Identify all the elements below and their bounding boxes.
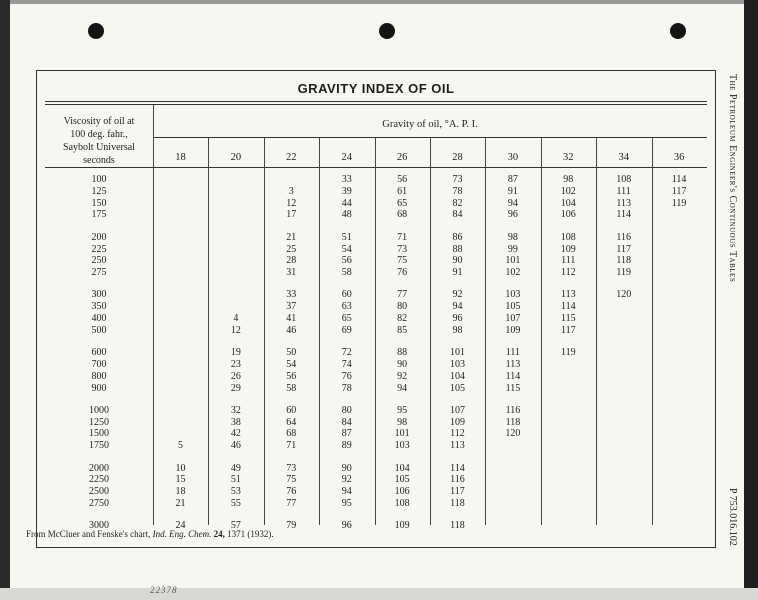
index-cell: 46 [286,324,297,336]
index-cell: 92 [452,289,463,301]
index-cell: 111 [561,255,576,267]
index-cell: 102 [505,267,521,279]
index-cell: 119 [560,347,576,359]
index-cell: 117 [671,185,687,197]
index-cell: 108 [394,497,410,509]
index-cell: 116 [505,404,521,416]
source-footnote [26,529,274,539]
index-cell: 56 [341,255,352,267]
title-rule-bottom [45,104,707,105]
index-cell: 95 [341,497,352,509]
index-cell: 73 [397,243,408,255]
viscosity-cell: 2250 [89,474,109,486]
index-cell: 96 [507,209,518,221]
viscosity-cell: 900 [91,382,107,394]
viscosity-cell: 100 [91,174,107,185]
punch-hole-icon [670,23,686,39]
index-cell: 58 [341,267,352,279]
column-header: 20 [230,152,242,163]
index-cell: 55 [230,497,241,509]
row-header-line: 100 deg. fahr., [70,129,128,140]
index-cell: 31 [286,267,297,279]
index-cell: 23 [230,358,241,370]
index-cell: 108 [560,231,576,243]
index-cell: 96 [452,313,463,324]
index-cell: 78 [452,185,463,197]
index-cell: 94 [452,301,463,313]
index-cell: 78 [341,382,352,394]
viscosity-cell: 275 [91,267,107,279]
index-cell: 53 [230,486,241,498]
index-cell: 74 [341,358,352,370]
index-cell: 119 [616,267,631,279]
index-cell: 116 [450,474,465,486]
index-cell: 103 [394,440,410,452]
page-title: GRAVITY INDEX OF OIL [297,81,455,96]
index-cell: 91 [452,267,463,279]
index-cell: 92 [341,474,352,486]
viscosity-cell: 2000 [89,462,109,474]
viscosity-cell: 1250 [89,416,109,428]
column-header: 28 [452,152,463,163]
index-cell: 42 [230,428,241,440]
index-cell: 94 [507,197,518,209]
column-group-header: Gravity of oil, °A. P. I. [382,119,478,130]
viscosity-cell: 350 [91,301,107,313]
index-cell: 113 [616,197,631,209]
footnote-volume: 24, [211,529,225,539]
column-header: 32 [563,152,574,163]
index-cell: 75 [286,474,297,486]
index-cell: 76 [341,370,352,382]
column-header: 18 [175,152,186,163]
index-cell: 105 [450,382,465,394]
index-cell: 114 [560,301,576,313]
index-cell: 103 [450,358,465,370]
index-cell: 109 [394,520,410,532]
index-cell: 117 [450,486,465,498]
index-cell: 25 [286,243,297,255]
index-cell: 69 [341,324,352,336]
table-body [45,71,707,547]
index-cell: 112 [450,428,465,440]
viscosity-cell: 2500 [89,486,109,498]
index-cell: 38 [230,416,241,428]
index-cell: 114 [616,209,631,221]
row-header-line: Saybolt Universal [63,142,135,153]
index-cell: 117 [616,243,631,255]
row-header [45,115,153,167]
index-cell: 107 [505,313,521,324]
punch-hole-icon [379,23,395,39]
index-cell: 4 [233,313,239,324]
index-cell: 54 [286,358,297,370]
index-cell: 98 [563,174,574,185]
index-cell: 107 [450,404,465,416]
page-code: P 753.016.102 [727,488,738,546]
index-cell: 114 [505,370,521,382]
index-cell: 5 [178,440,183,452]
index-cell: 94 [341,486,352,498]
series-title: The Petroleum Engineer's Continuous Tables [727,74,738,283]
index-cell: 50 [286,347,297,359]
column-header: 26 [396,152,408,163]
index-cell: 19 [230,347,241,359]
index-cell: 95 [397,404,408,416]
index-cell: 89 [341,440,352,452]
index-cell: 98 [507,231,518,243]
index-cell: 71 [397,231,408,243]
index-cell: 76 [397,267,408,279]
index-cell: 73 [286,462,297,474]
index-cell: 29 [230,382,241,394]
index-cell: 99 [507,243,518,255]
viscosity-cell: 800 [91,370,107,382]
index-cell: 109 [450,416,465,428]
index-cell: 119 [671,197,687,209]
index-cell: 56 [286,370,297,382]
index-cell: 113 [505,358,521,370]
index-cell: 105 [505,301,521,313]
index-cell: 18 [175,486,186,498]
index-cell: 120 [505,428,521,440]
index-cell: 68 [397,209,408,221]
index-cell: 87 [507,174,518,185]
header-bottom-rule [45,167,707,168]
index-cell: 76 [286,486,297,498]
index-cell: 21 [286,231,297,243]
index-cell: 80 [341,404,352,416]
viscosity-cell: 400 [91,313,107,324]
index-cell: 118 [450,497,465,509]
index-cell: 33 [286,289,297,301]
viscosity-cell: 1000 [89,404,109,416]
index-cell: 21 [175,497,186,509]
index-cell: 72 [341,347,352,359]
index-cell: 115 [505,382,521,394]
index-cell: 88 [397,347,408,359]
index-cell: 113 [560,289,576,301]
viscosity-cell: 500 [91,324,107,336]
index-cell: 12 [286,197,297,209]
index-cell: 73 [452,174,463,185]
viscosity-cell: 150 [91,197,107,209]
index-cell: 120 [616,289,632,301]
index-cell: 118 [616,255,631,267]
index-cell: 24 [175,520,186,532]
index-cell: 90 [452,255,463,267]
index-cell: 87 [341,428,352,440]
index-cell: 56 [397,174,408,185]
index-cell: 98 [452,324,463,336]
index-cell: 60 [341,289,352,301]
index-cell: 113 [450,440,465,452]
viscosity-cell: 700 [91,358,107,370]
index-cell: 46 [230,440,241,452]
viscosity-cell: 225 [91,243,107,255]
viscosity-cell: 1750 [89,440,109,452]
row-header-line: seconds [83,155,115,166]
index-cell: 104 [560,197,576,209]
column-header: 34 [618,152,629,163]
index-cell: 82 [452,197,463,209]
index-cell: 80 [397,301,408,313]
index-cell: 12 [230,324,241,336]
binder-edge-right [744,0,758,600]
index-cell: 115 [560,313,576,324]
index-cell: 98 [397,416,408,428]
row-header-line: Viscosity of oil at [63,116,135,127]
index-cell: 37 [286,301,297,313]
archive-stamp: 22378 [150,585,178,595]
index-cell: 106 [560,209,576,221]
index-cell: 61 [397,185,408,197]
index-cell: 90 [341,462,352,474]
index-cell: 88 [452,243,463,255]
index-cell: 32 [230,404,241,416]
index-cell: 104 [450,370,465,382]
index-cell: 103 [505,289,521,301]
index-cell: 91 [507,185,518,197]
column-header: 22 [286,152,297,163]
index-cell: 106 [394,486,410,498]
index-cell: 111 [616,185,631,197]
index-cell: 65 [341,313,352,324]
index-cell: 3 [288,185,294,197]
index-cell: 101 [394,428,410,440]
index-cell: 114 [671,174,687,185]
index-cell: 65 [397,197,408,209]
index-cell: 79 [286,520,297,532]
footnote-journal: Ind. Eng. Chem. [152,529,212,539]
index-cell: 118 [505,416,521,428]
title-rule-top [45,101,707,102]
index-cell: 111 [505,347,521,359]
viscosity-cell: 200 [91,231,107,243]
footnote-citation: 1371 (1932). [224,529,274,539]
index-cell: 108 [616,174,632,185]
index-cell: 112 [560,267,576,279]
index-cell: 101 [505,255,521,267]
viscosity-cell: 125 [91,185,107,197]
index-cell: 114 [450,462,465,474]
index-cell: 84 [341,416,352,428]
viscosity-cell: 300 [91,289,107,301]
index-cell: 51 [341,231,352,243]
index-cell: 49 [230,462,241,474]
index-cell: 90 [397,358,408,370]
index-cell: 48 [341,209,352,221]
index-cell: 102 [560,185,576,197]
index-cell: 68 [286,428,297,440]
table-frame [36,70,716,548]
index-cell: 101 [450,347,465,359]
index-cell: 85 [397,324,408,336]
index-cell: 77 [286,497,297,509]
footnote-text: From McCluer and Fenske's chart, [26,529,153,539]
index-cell: 51 [230,474,241,486]
index-cell: 44 [341,197,352,209]
index-cell: 26 [230,370,241,382]
index-cell: 116 [616,231,631,243]
index-cell: 54 [341,243,352,255]
viscosity-cell: 175 [91,209,107,221]
index-cell: 84 [452,209,463,221]
index-cell: 57 [230,520,241,532]
index-cell: 82 [397,313,408,324]
index-cell: 33 [341,174,352,185]
viscosity-cell: 250 [91,255,107,267]
binder-edge-left [0,0,10,600]
page-edge-bottom [0,588,758,600]
column-header: 36 [673,152,685,163]
index-cell: 109 [505,324,521,336]
index-cell: 104 [394,462,410,474]
index-cell: 105 [394,474,410,486]
index-cell: 71 [286,440,297,452]
punch-hole-icon [88,23,104,39]
column-header: 30 [507,152,519,163]
index-cell: 96 [341,520,352,532]
viscosity-cell: 2750 [89,497,109,509]
index-cell: 41 [286,313,297,324]
index-cell: 63 [341,301,352,313]
viscosity-cell: 1500 [89,428,109,440]
index-cell: 109 [560,243,576,255]
index-cell: 118 [450,520,465,532]
index-cell: 64 [286,416,297,428]
index-cell: 117 [560,324,576,336]
index-cell: 10 [175,462,186,474]
index-cell: 39 [341,185,352,197]
index-cell: 86 [452,231,463,243]
index-cell: 60 [286,404,297,416]
index-cell: 92 [397,370,408,382]
viscosity-cell: 600 [91,347,107,359]
index-cell: 75 [397,255,408,267]
index-cell: 17 [286,209,297,221]
index-cell: 94 [397,382,408,394]
column-header: 24 [341,152,352,163]
index-cell: 58 [286,382,297,394]
index-cell: 15 [175,474,186,486]
viscosity-cell: 3000 [89,520,109,532]
index-cell: 28 [286,255,297,267]
index-cell: 77 [397,289,408,301]
